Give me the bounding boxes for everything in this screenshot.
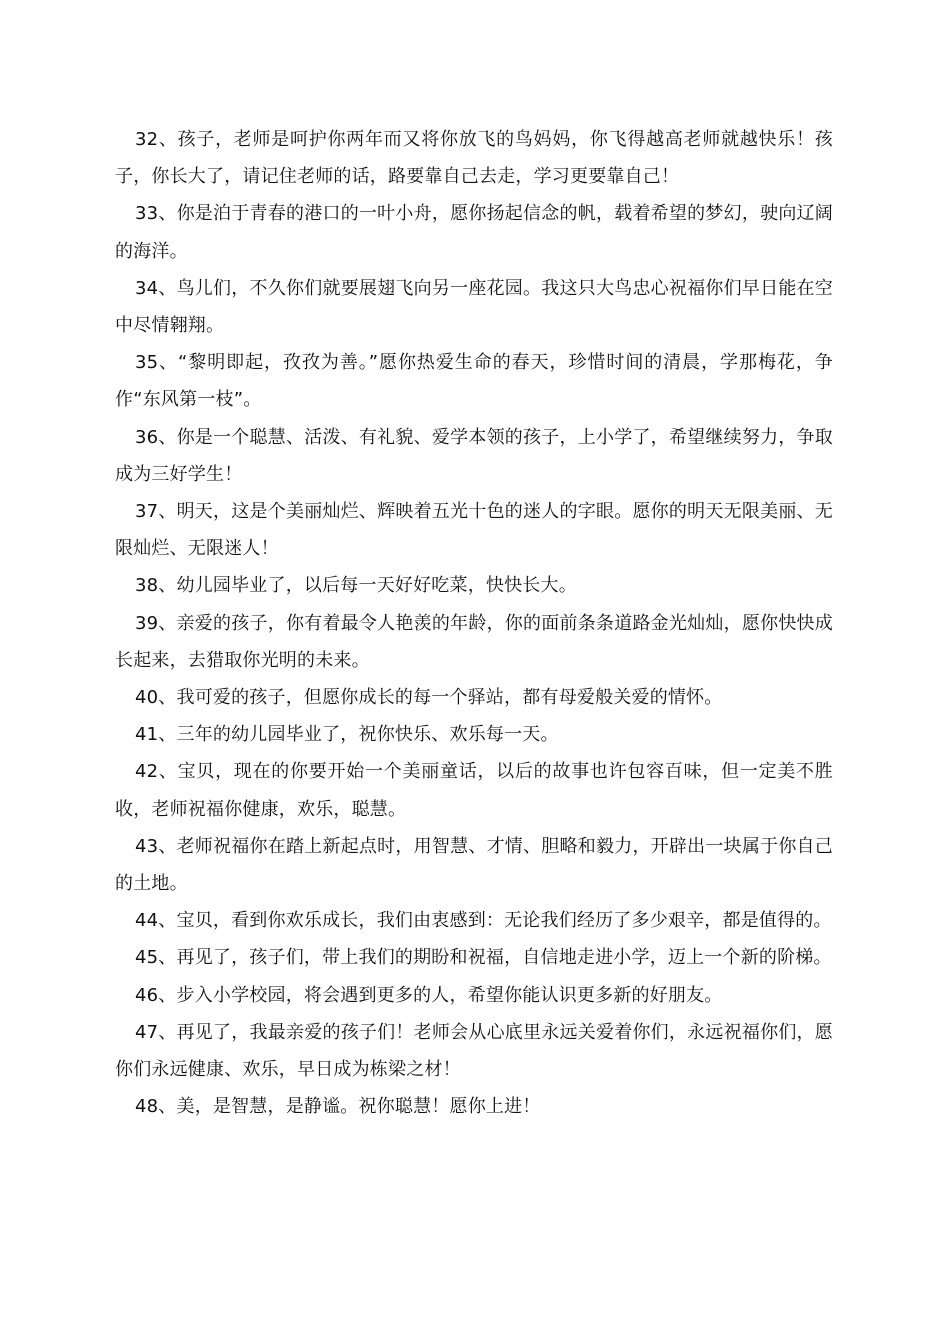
paragraph-39: 39、亲爱的孩子，你有着最令人艳羡的年龄，你的面前条条道路金光灿灿，愿你快快成长起来，去猎取你光明的未来。 [115, 612, 833, 671]
paragraph-36: 36、你是一个聪慧、活泼、有礼貌、爱学本领的孩子，上小学了，希望继续努力，争取成为三好学生！ [115, 426, 833, 485]
paragraph-40: 40、我可爱的孩子，但愿你成长的每一个驿站，都有母爱般关爱的情怀。 [135, 687, 723, 709]
paragraph-45: 45、再见了，孩子们，带上我们的期盼和祝福，自信地走进小学，迈上一个新的阶梯。 [135, 947, 832, 969]
paragraph-38: 38、幼儿园毕业了，以后每一天好好吃菜，快快长大。 [135, 575, 577, 597]
paragraph-41: 41、三年的幼儿园毕业了，祝你快乐、欢乐每一天。 [135, 724, 559, 746]
paragraph-46: 46、步入小学校园，将会遇到更多的人，希望你能认识更多新的好朋友。 [135, 984, 723, 1006]
paragraph-48: 48、美，是智慧，是静谧。祝你聪慧！愿你上进！ [135, 1096, 541, 1118]
paragraph-43: 43、老师祝福你在踏上新起点时，用智慧、才情、胆略和毅力，开辟出一块属于你自己的土地。 [115, 835, 833, 895]
paragraph-47: 47、再见了，我最亲爱的孩子们！老师会从心底里永远关爱着你们，永远祝福你们，愿你们永远健康、欢乐，早日成为栋梁之材！ [115, 1021, 833, 1081]
paragraph-32: 32、孩子，老师是呵护你两年而又将你放飞的鸟妈妈，你飞得越高老师就越快乐！孩子，你长大了，请记住老师的话，路要靠自己去走，学习更要靠自己！ [115, 129, 833, 188]
paragraph-37: 37、明天，这是个美丽灿烂、辉映着五光十色的迷人的字眼。愿你的明天无限美丽、无限灿烂、无限迷人！ [115, 501, 833, 560]
paragraph-34: 34、鸟儿们，不久你们就要展翅飞向另一座花园。我这只大鸟忠心祝福你们早日能在空中尽情翱翔。 [115, 277, 833, 337]
paragraph-42: 42、宝贝，现在的你要开始一个美丽童话，以后的故事也许包容百味，但一定美不胜收，老师祝福你健康，欢乐，聪慧。 [115, 761, 833, 820]
paragraph-35: 35、“黎明即起，孜孜为善。”愿你热爱生命的春天，珍惜时间的清晨，学那梅花，争作“东风第一枝”。 [115, 352, 833, 411]
paragraph-44: 44、宝贝，看到你欢乐成长，我们由衷感到：无论我们经历了多少艰辛，都是值得的。 [135, 910, 832, 932]
paragraph-33: 33、你是泊于青春的港口的一叶小舟，愿你扬起信念的帆，载着希望的梦幻，驶向辽阔的海洋。 [115, 203, 833, 262]
document-body [115, 121, 833, 1125]
